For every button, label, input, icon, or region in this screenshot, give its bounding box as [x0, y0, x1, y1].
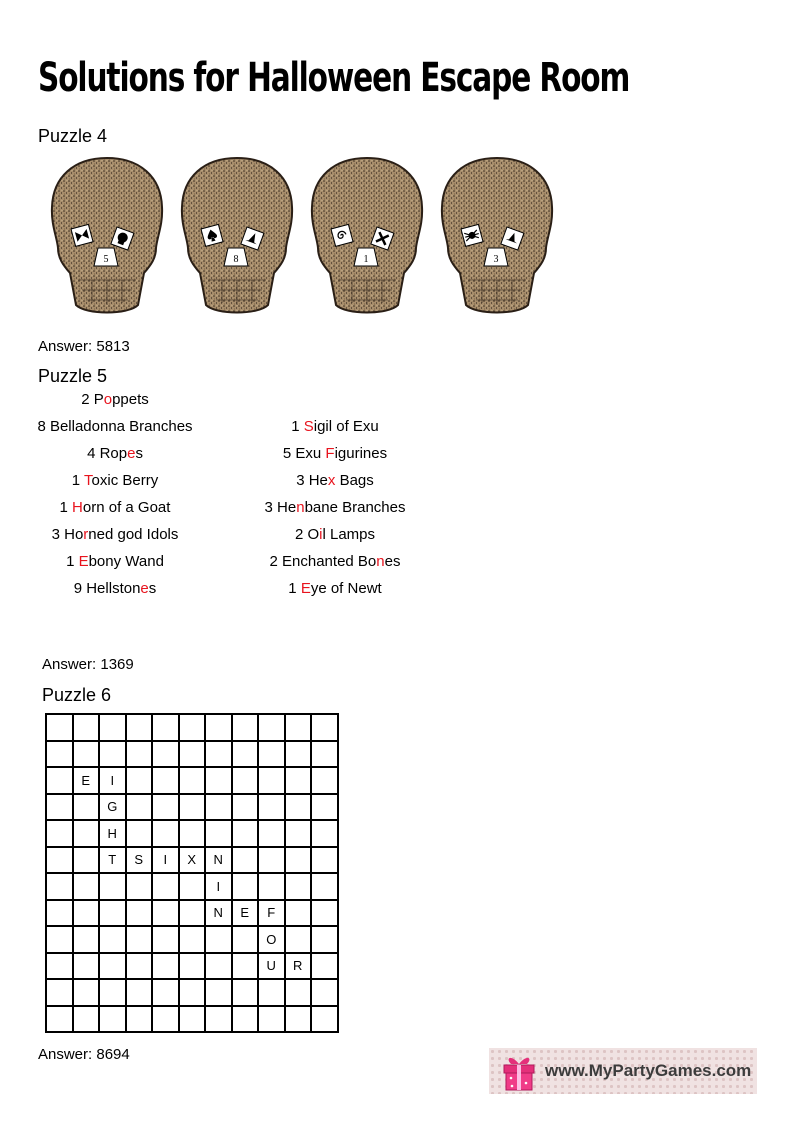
- grid-cell: [205, 794, 232, 821]
- puzzle-4-heading: Puzzle 4: [38, 126, 108, 146]
- site-logo: [489, 1048, 757, 1094]
- grid-cell: [232, 794, 259, 821]
- grid-cell: [285, 926, 312, 953]
- ingredient-text: s: [135, 445, 143, 462]
- ingredient-item: [205, 553, 465, 570]
- grid-cell: [311, 926, 338, 953]
- grid-cell: [311, 953, 338, 980]
- grid-cell: [205, 741, 232, 768]
- grid-cell: [311, 714, 338, 741]
- grid-cell: N: [205, 847, 232, 874]
- grid-cell: [126, 979, 153, 1006]
- grid-row: [46, 900, 338, 927]
- grid-cell: [311, 873, 338, 900]
- grid-cell: [179, 767, 206, 794]
- ingredient-text: 1: [288, 580, 301, 597]
- highlighted-letter: e: [140, 580, 149, 597]
- page-title: Solutions for Halloween Escape Room: [38, 55, 630, 101]
- grid-cell: [205, 953, 232, 980]
- grid-cell: [258, 794, 285, 821]
- grid-cell: [285, 767, 312, 794]
- ingredient-text: es: [384, 553, 401, 570]
- grid-cell: [46, 794, 73, 821]
- skull-2-figure: [178, 155, 296, 320]
- ingredient-text: ned god Idols: [88, 526, 179, 543]
- grid-cell: [99, 873, 126, 900]
- grid-cell: [179, 714, 206, 741]
- grid-cell: [311, 979, 338, 1006]
- puzzle-5-heading: Puzzle 5: [38, 366, 108, 386]
- highlighted-letter: E: [300, 580, 311, 597]
- grid-cell: [46, 900, 73, 927]
- grid-cell: X: [179, 847, 206, 874]
- grid-cell: [73, 847, 100, 874]
- grid-cell: [285, 979, 312, 1006]
- grid-cell: [152, 873, 179, 900]
- grid-cell: I: [99, 767, 126, 794]
- grid-row: [46, 873, 338, 900]
- grid-cell: [179, 741, 206, 768]
- ingredient-item: [205, 418, 465, 435]
- grid-cell: [46, 767, 73, 794]
- grid-cell: [46, 926, 73, 953]
- grid-cell: E: [73, 767, 100, 794]
- ingredient-text: Bags: [335, 472, 374, 489]
- grid-cell: [205, 1006, 232, 1033]
- grid-cell: G: [99, 794, 126, 821]
- grid-row: [46, 820, 338, 847]
- ingredient-text: 1: [59, 499, 73, 516]
- grid-cell: I: [152, 847, 179, 874]
- grid-cell: I: [205, 873, 232, 900]
- spade-card-icon: [201, 224, 223, 246]
- grid-cell: H: [99, 820, 126, 847]
- grid-cell: [126, 820, 153, 847]
- ingredient-item: [205, 499, 465, 516]
- highlighted-letter: T: [84, 472, 92, 489]
- grid-cell: [152, 820, 179, 847]
- highlighted-letter: e: [127, 445, 136, 462]
- ingredient-text: bane Branches: [304, 499, 406, 516]
- grid-cell: O: [258, 926, 285, 953]
- grid-cell: [99, 926, 126, 953]
- spider-card-icon: [461, 224, 483, 246]
- grid-cell: [258, 820, 285, 847]
- grid-cell: [99, 953, 126, 980]
- grid-cell: [311, 900, 338, 927]
- skull-3-figure: [308, 155, 426, 320]
- ingredient-text: igil of Exu: [313, 418, 379, 435]
- grid-cell: [179, 794, 206, 821]
- grid-row: [46, 767, 338, 794]
- skull-4-figure: [438, 155, 556, 320]
- grid-cell: [232, 767, 259, 794]
- grid-cell: [99, 979, 126, 1006]
- grid-cell: [73, 979, 100, 1006]
- grid-cell: [311, 794, 338, 821]
- grid-cell: [285, 873, 312, 900]
- grid-cell: [232, 741, 259, 768]
- letter-grid: [45, 713, 339, 1033]
- grid-cell: [232, 847, 259, 874]
- grid-cell: [258, 741, 285, 768]
- grid-cell: [73, 953, 100, 980]
- grid-cell: [179, 873, 206, 900]
- ingredient-text: ppets: [112, 391, 149, 408]
- grid-cell: [285, 741, 312, 768]
- grid-cell: [258, 1006, 285, 1033]
- grid-cell: [73, 900, 100, 927]
- grid-cell: [285, 714, 312, 741]
- grid-cell: [311, 767, 338, 794]
- grid-cell: [46, 741, 73, 768]
- ingredient-text: 2 P: [81, 391, 104, 408]
- grid-row: [46, 847, 338, 874]
- grid-cell: [73, 741, 100, 768]
- grid-cell: [152, 953, 179, 980]
- grid-cell: S: [126, 847, 153, 874]
- grid-row: [46, 926, 338, 953]
- grid-cell: [179, 979, 206, 1006]
- grid-cell: [46, 1006, 73, 1033]
- grid-cell: [232, 953, 259, 980]
- ingredient-text: 2 O: [294, 526, 320, 543]
- grid-cell: [73, 714, 100, 741]
- grid-cell: [232, 1006, 259, 1033]
- grid-cell: [311, 741, 338, 768]
- ingredient-text: 5 Exu: [282, 445, 326, 462]
- grid-cell: [285, 1006, 312, 1033]
- grid-cell: [179, 926, 206, 953]
- grid-cell: [179, 1006, 206, 1033]
- ingredient-text: 2 Enchanted Bo: [269, 553, 377, 570]
- grid-cell: [232, 873, 259, 900]
- grid-cell: [73, 873, 100, 900]
- ingredient-text: 1: [71, 472, 85, 489]
- puzzle-6-answer: Answer: 8694: [38, 1046, 130, 1063]
- ingredient-item: [205, 472, 465, 489]
- ingredient-item: [205, 580, 465, 597]
- ingredient-text: 4 Rop: [87, 445, 128, 462]
- grid-cell: [126, 873, 153, 900]
- ingredient-text: 1: [66, 553, 79, 570]
- grid-cell: U: [258, 953, 285, 980]
- grid-cell: [205, 926, 232, 953]
- grid-cell: [205, 714, 232, 741]
- ingredient-text: s: [148, 580, 157, 597]
- grid-cell: [152, 767, 179, 794]
- grid-cell: [46, 820, 73, 847]
- highlighted-letter: E: [78, 553, 89, 570]
- grid-cell: [232, 979, 259, 1006]
- grid-cell: [311, 1006, 338, 1033]
- grid-cell: [258, 847, 285, 874]
- grid-cell: [152, 1006, 179, 1033]
- highlighted-letter: i: [319, 526, 323, 543]
- grid-cell: [258, 767, 285, 794]
- highlighted-letter: o: [103, 391, 113, 408]
- nose-digit-card: [484, 248, 508, 266]
- nose-digit-card: [94, 248, 118, 266]
- nose-digit-card: [354, 248, 378, 266]
- grid-cell: [152, 926, 179, 953]
- grid-cell: [46, 847, 73, 874]
- grid-row: [46, 741, 338, 768]
- highlighted-letter: F: [325, 445, 335, 462]
- puzzle-5-answer: Answer: 1369: [42, 656, 134, 673]
- grid-cell: [179, 900, 206, 927]
- grid-cell: [126, 900, 153, 927]
- grid-cell: [232, 820, 259, 847]
- highlighted-letter: S: [303, 418, 314, 435]
- ingredient-item: [205, 445, 465, 462]
- grid-cell: [73, 794, 100, 821]
- grid-cell: E: [232, 900, 259, 927]
- grid-cell: [126, 741, 153, 768]
- grid-cell: [46, 873, 73, 900]
- ingredient-text: ye of Newt: [310, 580, 382, 597]
- grid-cell: [232, 714, 259, 741]
- grid-row: [46, 979, 338, 1006]
- ingredient-text: l Lamps: [322, 526, 376, 543]
- grid-cell: [73, 926, 100, 953]
- svg-text:1: 1: [363, 254, 369, 265]
- grid-cell: F: [258, 900, 285, 927]
- grid-cell: [311, 847, 338, 874]
- svg-text:8: 8: [233, 254, 239, 265]
- grid-cell: [99, 1006, 126, 1033]
- grid-row: [46, 794, 338, 821]
- ingredient-text: 9 Hellston: [73, 580, 141, 597]
- grid-cell: [152, 979, 179, 1006]
- grid-cell: [285, 794, 312, 821]
- grid-cell: [205, 979, 232, 1006]
- grid-cell: [285, 847, 312, 874]
- grid-cell: [73, 820, 100, 847]
- gift-box-icon: [501, 1052, 537, 1092]
- grid-cell: R: [285, 953, 312, 980]
- grid-cell: [126, 1006, 153, 1033]
- bow-card-icon: [71, 224, 93, 246]
- ingredient-text: 3 He: [264, 499, 297, 516]
- ingredient-text: 8 Belladonna Branches: [37, 418, 193, 435]
- grid-cell: [73, 1006, 100, 1033]
- puzzle-6-heading: Puzzle 6: [42, 685, 112, 705]
- ingredient-item: [205, 526, 465, 543]
- skull-1-figure: [48, 155, 166, 320]
- svg-text:5: 5: [103, 254, 109, 265]
- ingredient-text: 3 Ho: [51, 526, 84, 543]
- grid-cell: [152, 741, 179, 768]
- ingredient-text: 3 He: [296, 472, 328, 489]
- grid-cell: [285, 900, 312, 927]
- grid-cell: [126, 714, 153, 741]
- grid-cell: [285, 820, 312, 847]
- grid-cell: [46, 953, 73, 980]
- grid-cell: N: [205, 900, 232, 927]
- grid-cell: [205, 820, 232, 847]
- grid-cell: [179, 953, 206, 980]
- nose-digit-card: [224, 248, 248, 266]
- grid-cell: [179, 820, 206, 847]
- grid-cell: [258, 714, 285, 741]
- grid-cell: [126, 953, 153, 980]
- grid-cell: [99, 714, 126, 741]
- grid-cell: [126, 926, 153, 953]
- ingredient-text: bony Wand: [88, 553, 164, 570]
- grid-cell: [152, 794, 179, 821]
- grid-row: [46, 1006, 338, 1033]
- ingredient-text: oxic Berry: [91, 472, 159, 489]
- grid-cell: [311, 820, 338, 847]
- ingredient-text: 1: [291, 418, 304, 435]
- highlighted-letter: r: [83, 526, 89, 543]
- ingredient-item: [0, 391, 245, 408]
- highlighted-letter: n: [296, 499, 305, 516]
- ingredient-text: orn of a Goat: [82, 499, 171, 516]
- highlighted-letter: n: [376, 553, 385, 570]
- grid-cell: [205, 767, 232, 794]
- ingredient-text: igurines: [334, 445, 388, 462]
- grid-cell: [46, 714, 73, 741]
- grid-cell: [126, 767, 153, 794]
- grid-cell: [152, 714, 179, 741]
- grid-cell: [99, 741, 126, 768]
- grid-cell: [46, 979, 73, 1006]
- grid-cell: [258, 873, 285, 900]
- grid-cell: [99, 900, 126, 927]
- puzzle-4-answer: Answer: 5813: [38, 338, 130, 355]
- grid-cell: T: [99, 847, 126, 874]
- grid-cell: [258, 979, 285, 1006]
- highlighted-letter: H: [72, 499, 83, 516]
- grid-cell: [232, 926, 259, 953]
- grid-row: [46, 953, 338, 980]
- swirl-card-icon: [331, 224, 353, 246]
- grid-cell: [126, 794, 153, 821]
- svg-text:3: 3: [493, 254, 499, 265]
- logo-text: www.MyPartyGames.com: [545, 1061, 752, 1080]
- grid-row: [46, 714, 338, 741]
- highlighted-letter: x: [327, 472, 336, 489]
- grid-cell: [152, 900, 179, 927]
